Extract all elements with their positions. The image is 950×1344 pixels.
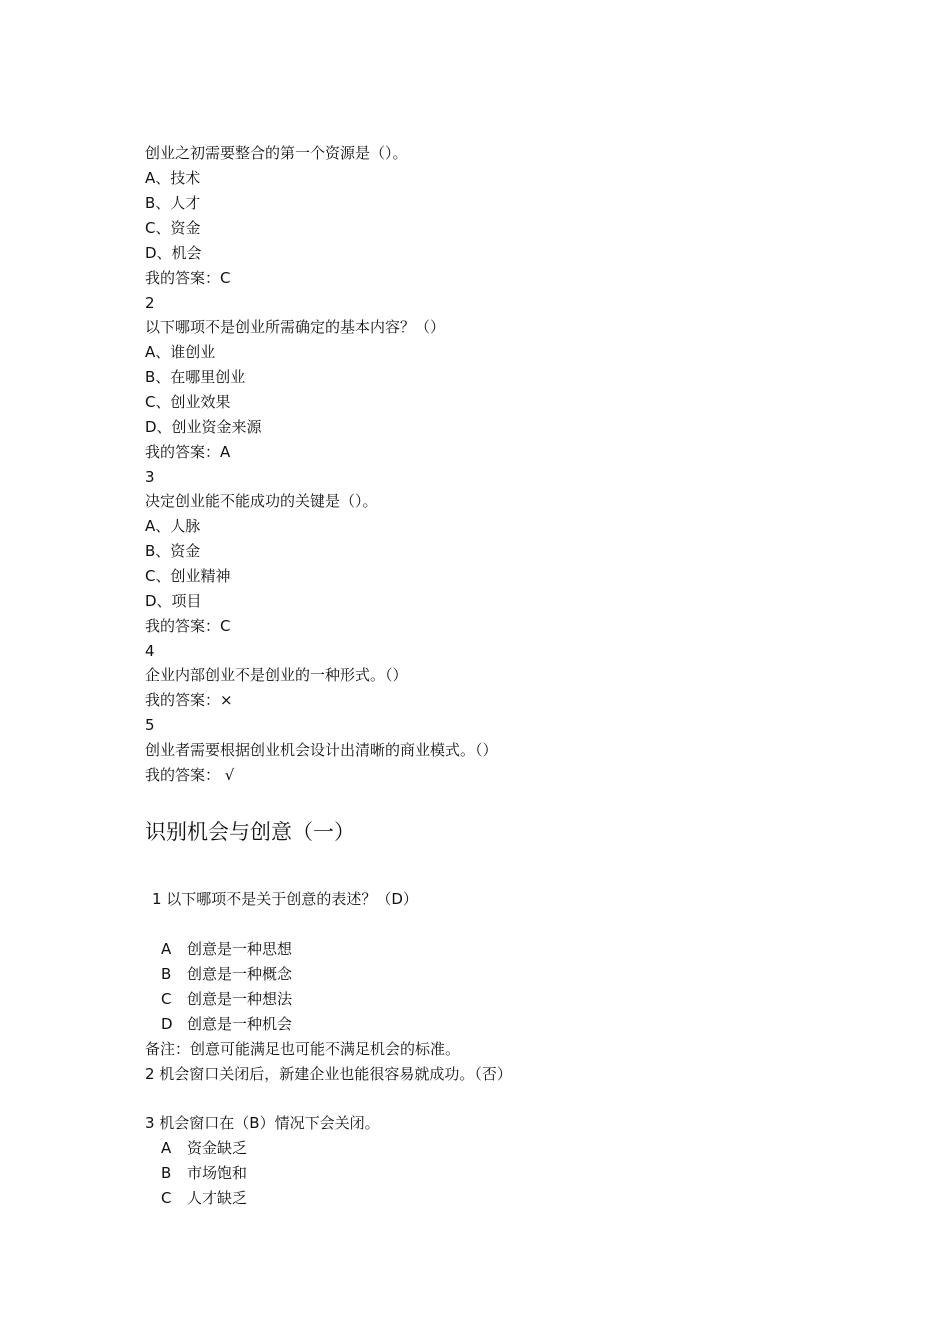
creativity-q3-option-c-letter: C xyxy=(161,1189,172,1207)
question-1-answer: 我的答案：C xyxy=(145,269,231,287)
creativity-q3-option-b-text: 市场饱和 xyxy=(187,1164,248,1182)
creativity-q3-option-c-text: 人才缺乏 xyxy=(187,1189,248,1207)
question-2-option-d: D、创业资金来源 xyxy=(145,418,262,436)
question-4-answer: 我的答案：× xyxy=(145,691,233,709)
question-1-option-a: A、技术 xyxy=(145,169,201,187)
question-1-option-c: C、资金 xyxy=(145,219,201,237)
creativity-question-2-text: 2 机会窗口关闭后，新建企业也能很容易就成功。（否） xyxy=(145,1065,512,1083)
question-2-option-c: C、创业效果 xyxy=(145,393,231,411)
question-1-option-b: B、人才 xyxy=(145,194,201,212)
question-5-text: 创业者需要根据创业机会设计出清晰的商业模式。（） xyxy=(145,741,498,759)
creativity-q1-option-a-letter: A xyxy=(161,940,172,958)
creativity-q1-option-b-letter: B xyxy=(161,965,172,983)
question-3-option-b: B、资金 xyxy=(145,542,201,560)
creativity-question-3-text: 3 机会窗口在（B）情况下会关闭。 xyxy=(145,1114,380,1132)
question-2-option-b: B、在哪里创业 xyxy=(145,368,246,386)
creativity-q1-option-b-text: 创意是一种概念 xyxy=(187,965,293,983)
question-2-answer: 我的答案：A xyxy=(145,443,231,461)
question-3-option-d: D、项目 xyxy=(145,592,202,610)
question-5-answer: 我的答案： √ xyxy=(145,766,235,784)
creativity-q3-option-b-letter: B xyxy=(161,1164,172,1182)
question-3-option-a: A、人脉 xyxy=(145,517,201,535)
question-4-number: 4 xyxy=(145,642,155,660)
question-2-number: 2 xyxy=(145,294,155,312)
creativity-q1-option-d-letter: D xyxy=(161,1015,173,1033)
question-3-answer: 我的答案：C xyxy=(145,617,231,635)
question-2-text: 以下哪项不是创业所需确定的基本内容？（） xyxy=(145,318,446,336)
question-2-option-a: A、谁创业 xyxy=(145,343,216,361)
creativity-q3-option-a-letter: A xyxy=(161,1139,172,1157)
question-4-text: 企业内部创业不是创业的一种形式。（） xyxy=(145,666,408,684)
creativity-q3-option-a-text: 资金缺乏 xyxy=(187,1139,248,1157)
question-3-option-c: C、创业精神 xyxy=(145,567,231,585)
question-5-number: 5 xyxy=(145,716,155,734)
creativity-note: 备注：创意可能满足也可能不满足机会的标准。 xyxy=(145,1040,461,1058)
creativity-q1-option-d-text: 创意是一种机会 xyxy=(187,1015,293,1033)
creativity-q1-option-c-text: 创意是一种想法 xyxy=(187,990,293,1008)
question-3-text: 决定创业能不能成功的关键是（）。 xyxy=(145,492,378,510)
creativity-q1-option-a-text: 创意是一种思想 xyxy=(187,940,293,958)
section-title: 识别机会与创意（一） xyxy=(145,820,355,844)
question-3-number: 3 xyxy=(145,468,155,486)
creativity-q1-option-c-letter: C xyxy=(161,990,172,1008)
question-1-text: 创业之初需要整合的第一个资源是（）。 xyxy=(145,144,408,162)
creativity-question-1-text: 1 以下哪项不是关于创意的表述？（D） xyxy=(152,890,418,908)
question-1-option-d: D、机会 xyxy=(145,244,202,262)
